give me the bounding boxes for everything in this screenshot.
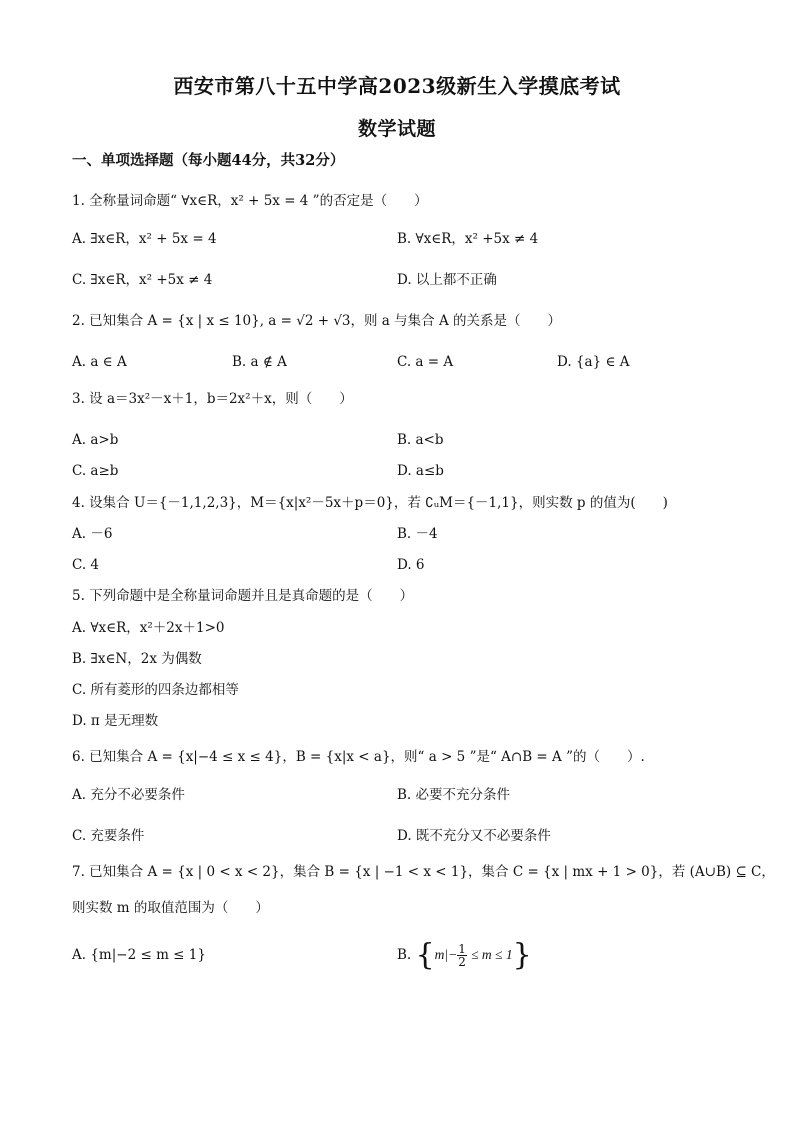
exam-subtitle: 数学试题 xyxy=(357,118,436,140)
question-5-option-a: A. ∀x∈R，x²＋2x＋1>0 xyxy=(72,620,225,636)
question-6-stem: 6. 已知集合 A = {x|−4 ≤ x ≤ 4}，B = {x|x < a}，则“ a > 5 ”是“ A∩B = A ”的（ ）. xyxy=(72,749,645,765)
question-4-option-a: A. －6 xyxy=(72,526,113,542)
question-6-option-b: B. 必要不充分条件 xyxy=(397,787,511,803)
question-4-option-d: D. 6 xyxy=(397,557,425,573)
set-close-brace: } xyxy=(512,937,532,973)
question-3-option-c: C. a≥b xyxy=(72,463,119,479)
fraction-numerator: 1 xyxy=(458,942,466,956)
question-5-option-b: B. ∃x∈N，2x 为偶数 xyxy=(72,651,202,667)
question-6-option-d: D. 既不充分又不必要条件 xyxy=(397,828,551,844)
question-1-option-b: B. ∀x∈R，x² +5x ≠ 4 xyxy=(397,231,539,247)
set-condition-left: m|− xyxy=(434,947,458,962)
question-6-option-a: A. 充分不必要条件 xyxy=(72,787,185,803)
question-1-option-a: A. ∃x∈R，x² + 5x = 4 xyxy=(72,231,217,247)
section-heading: 一、单项选择题（每小题44分，共32分） xyxy=(72,152,345,169)
question-7-option-b xyxy=(397,937,532,973)
exam-title: 西安市第八十五中学高2023级新生入学摸底考试 xyxy=(173,74,621,98)
set-condition-right: ≤ m ≤ 1 xyxy=(471,947,513,962)
question-5-option-c: C. 所有菱形的四条边都相等 xyxy=(72,682,239,698)
fraction-one-half xyxy=(457,943,467,968)
question-3-option-a: A. a>b xyxy=(72,432,119,448)
question-5-option-d: D. π 是无理数 xyxy=(72,713,159,729)
question-2-stem: 2. 已知集合 A = {x | x ≤ 10}, a = √2 + √3，则 a 与集合 A 的关系是（ ） xyxy=(72,313,561,329)
fraction-denominator: 2 xyxy=(458,955,466,969)
question-4-stem: 4. 设集合 U＝{－1,1,2,3}，M＝{x|x²－5x＋p＝0}，若 ∁ᵤM＝{－1,1}，则实数 p 的值为( ) xyxy=(72,495,668,511)
question-3-stem: 3. 设 a＝3x²－x＋1，b＝2x²＋x，则（ ） xyxy=(72,391,353,407)
question-1-stem: 1. 全称量词命题“ ∀x∈R，x² + 5x = 4 ”的否定是（ ） xyxy=(72,193,428,209)
question-6-option-c: C. 充要条件 xyxy=(72,828,145,844)
question-7-stem: 7. 已知集合 A = {x | 0 < x < 2}，集合 B = {x | −1 < x < 1}，集合 C = {x | mx + 1 > 0}，若 (A∪B) ⊆ C， xyxy=(72,864,775,880)
question-1-option-d: D. 以上都不正确 xyxy=(397,272,497,288)
question-2-option-a: A. a ∈ A xyxy=(72,354,127,370)
question-7-option-a: A. {m|−2 ≤ m ≤ 1} xyxy=(72,947,206,963)
question-7-stem-continued: 则实数 m 的取值范围为（ ） xyxy=(72,900,269,916)
question-1-option-c: C. ∃x∈R，x² +5x ≠ 4 xyxy=(72,272,213,288)
set-open-brace: { xyxy=(415,937,435,973)
question-2-option-d: D. {a} ∈ A xyxy=(557,354,630,370)
question-3-option-b: B. a<b xyxy=(397,432,444,448)
question-4-option-c: C. 4 xyxy=(72,557,100,573)
question-3-option-d: D. a≤b xyxy=(397,463,444,479)
question-2-option-c: C. a = A xyxy=(397,354,454,370)
question-5-stem: 5. 下列命题中是全称量词命题并且是真命题的是（ ） xyxy=(72,588,414,604)
question-7-option-b-label: B. xyxy=(397,947,412,963)
question-2-option-b: B. a ∉ A xyxy=(232,354,287,370)
question-4-option-b: B. －4 xyxy=(397,526,438,542)
